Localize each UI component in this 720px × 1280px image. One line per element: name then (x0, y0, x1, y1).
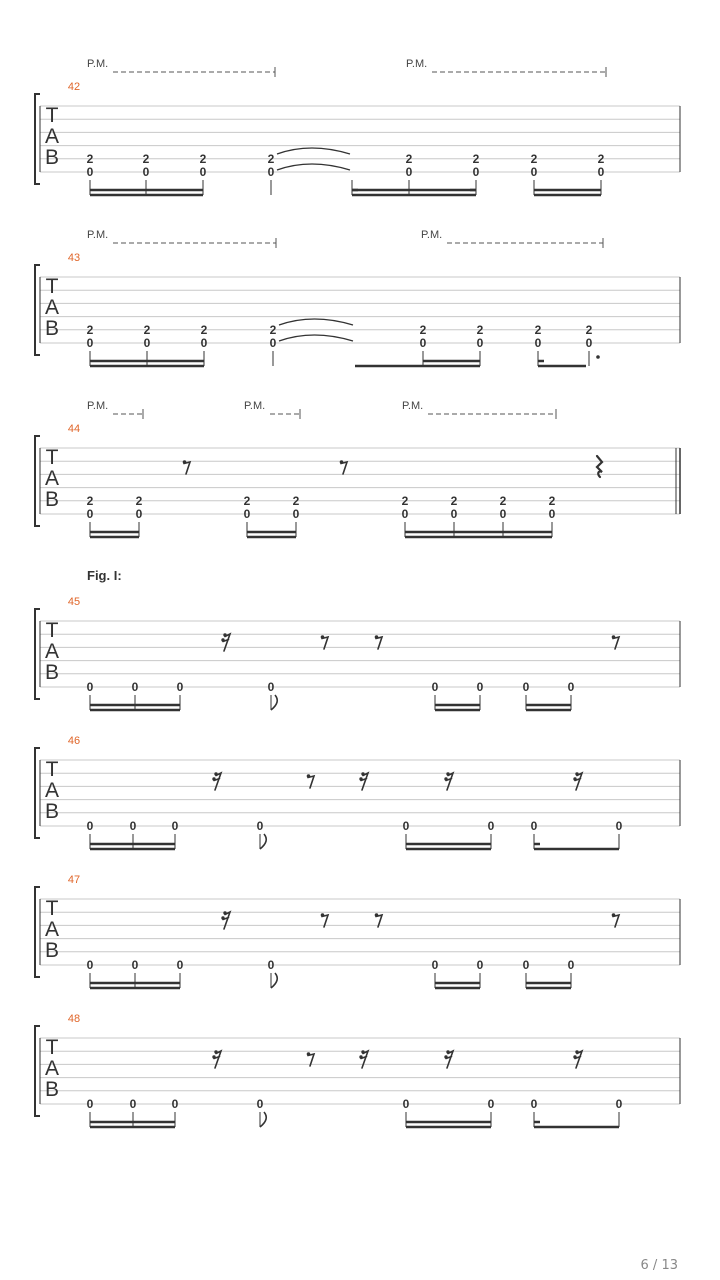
rest-stroke (214, 773, 221, 790)
rest-stroke (597, 456, 602, 477)
tie (279, 319, 353, 325)
tab-clef-letter: A (44, 779, 60, 802)
fret-number: 2 (86, 322, 94, 337)
palm-mute-label: P.M. (402, 400, 424, 412)
fret-number: 0 (243, 507, 251, 521)
tab-clef-letter: A (44, 467, 60, 490)
fret-number: 2 (267, 151, 275, 166)
tab-clef-letter: T (45, 758, 59, 781)
sixteenth-rest (212, 1050, 221, 1068)
fret-number: 0 (86, 680, 94, 694)
system-bracket (35, 887, 40, 977)
rest-stroke (446, 1051, 453, 1068)
tab-clef-letter: B (44, 800, 60, 823)
palm-mute-label: P.M. (87, 229, 109, 241)
system-bracket (35, 748, 40, 838)
fret-number: 2 (142, 151, 150, 166)
fret-number: 0 (530, 165, 538, 179)
fret-number: 2 (472, 151, 480, 166)
fret-number: 2 (419, 322, 427, 337)
fret-number: 0 (131, 958, 139, 972)
fret-number: 0 (567, 680, 575, 694)
bar-number: 45 (67, 596, 81, 608)
fret-number: 0 (86, 507, 94, 521)
bar-number: 46 (67, 735, 81, 747)
fret-number: 0 (131, 680, 139, 694)
rest-stroke (446, 773, 453, 790)
fret-number: 2 (200, 322, 208, 337)
fret-number: 0 (129, 1097, 137, 1111)
tab-clef-letter: B (44, 661, 60, 684)
fret-number: 0 (487, 1097, 495, 1111)
page-indicator: 6 / 13 (640, 1258, 678, 1273)
palm-mute-label: P.M. (421, 229, 443, 241)
sixteenth-rest (221, 633, 230, 651)
system-bracket (35, 1026, 40, 1116)
fret-number: 0 (267, 165, 275, 179)
eighth-rest (183, 460, 190, 474)
tab-clef-letter: A (44, 296, 60, 319)
fret-number: 0 (431, 680, 439, 694)
dot (596, 355, 600, 359)
sixteenth-rest (359, 1050, 368, 1068)
tab-clef-letter: B (44, 939, 60, 962)
rest-stroke (575, 1051, 582, 1068)
fret-number: 0 (86, 336, 94, 350)
rest-stroke (361, 773, 368, 790)
fret-number: 0 (401, 507, 409, 521)
fret-number: 0 (292, 507, 300, 521)
rest-stroke (223, 634, 230, 651)
fret-number: 0 (267, 680, 275, 694)
fret-number: 0 (176, 680, 184, 694)
fret-number: 0 (86, 819, 94, 833)
fret-number: 2 (499, 493, 507, 508)
fret-number: 0 (171, 819, 179, 833)
fret-number: 2 (143, 322, 151, 337)
sixteenth-rest (359, 772, 368, 790)
fret-number: 2 (450, 493, 458, 508)
fret-number: 0 (476, 958, 484, 972)
fret-number: 2 (269, 322, 277, 337)
sixteenth-rest (212, 772, 221, 790)
rest-stroke (223, 912, 230, 929)
fret-number: 0 (86, 165, 94, 179)
system-bracket (35, 609, 40, 699)
fret-number: 0 (472, 165, 480, 179)
palm-mute-label: P.M. (87, 58, 109, 70)
bar-number: 48 (67, 1013, 81, 1025)
fret-number: 0 (405, 165, 413, 179)
fret-number: 0 (86, 1097, 94, 1111)
tab-clef-letter: A (44, 640, 60, 663)
tab-clef-letter: B (44, 146, 60, 169)
fret-number: 2 (199, 151, 207, 166)
fret-number: 0 (530, 819, 538, 833)
fret-number: 0 (534, 336, 542, 350)
system-bracket (35, 265, 40, 355)
fret-number: 0 (499, 507, 507, 521)
palm-mute-label: P.M. (87, 400, 109, 412)
fret-number: 0 (402, 819, 410, 833)
tab-clef-letter: B (44, 488, 60, 511)
fret-number: 2 (534, 322, 542, 337)
fret-number: 0 (615, 1097, 623, 1111)
tie (279, 335, 353, 341)
bar-number: 44 (67, 423, 81, 435)
fret-number: 0 (431, 958, 439, 972)
fret-number: 0 (86, 958, 94, 972)
fret-number: 0 (476, 680, 484, 694)
tab-clef-letter: T (45, 619, 59, 642)
fret-number: 2 (476, 322, 484, 337)
system-bracket (35, 436, 40, 526)
fret-number: 0 (450, 507, 458, 521)
rest-stroke (184, 462, 190, 474)
sixteenth-rest (573, 1050, 582, 1068)
sixteenth-rest (221, 911, 230, 929)
fret-number: 0 (522, 958, 530, 972)
fret-number: 0 (200, 336, 208, 350)
note-flag (271, 973, 277, 988)
tie (277, 148, 350, 154)
fret-number: 2 (135, 493, 143, 508)
fret-number: 2 (243, 493, 251, 508)
tie (277, 164, 350, 170)
fret-number: 0 (597, 165, 605, 179)
fret-number: 0 (135, 507, 143, 521)
fret-number: 0 (143, 336, 151, 350)
fret-number: 0 (199, 165, 207, 179)
fret-number: 0 (142, 165, 150, 179)
tab-clef-letter: B (44, 317, 60, 340)
fret-number: 0 (522, 680, 530, 694)
eighth-rest (340, 460, 347, 474)
fret-number: 0 (530, 1097, 538, 1111)
tab-clef-letter: A (44, 1057, 60, 1080)
rest-stroke (575, 773, 582, 790)
sixteenth-rest (573, 772, 582, 790)
tab-clef-letter: T (45, 1036, 59, 1059)
tab-clef-letter: A (44, 918, 60, 941)
quarter-rest (597, 456, 602, 477)
fret-number: 2 (86, 151, 94, 166)
tab-clef-letter: T (45, 446, 59, 469)
tab-clef-letter: T (45, 275, 59, 298)
fret-number: 0 (171, 1097, 179, 1111)
tab-clef-letter: A (44, 125, 60, 148)
system-bracket (35, 94, 40, 184)
palm-mute-label: P.M. (406, 58, 428, 70)
fret-number: 0 (487, 819, 495, 833)
rest-stroke (214, 1051, 221, 1068)
fret-number: 2 (292, 493, 300, 508)
tab-clef-letter: T (45, 897, 59, 920)
fret-number: 2 (530, 151, 538, 166)
fret-number: 2 (585, 322, 593, 337)
fret-number: 0 (585, 336, 593, 350)
bar-number: 42 (67, 81, 81, 93)
fret-number: 0 (267, 958, 275, 972)
fret-number: 0 (548, 507, 556, 521)
fret-number: 0 (419, 336, 427, 350)
figure-label: Fig. I: (87, 568, 122, 583)
fret-number: 0 (567, 958, 575, 972)
fret-number: 0 (256, 819, 264, 833)
fret-number: 0 (256, 1097, 264, 1111)
palm-mute-label: P.M. (244, 400, 266, 412)
tab-clef-letter: T (45, 104, 59, 127)
fret-number: 0 (129, 819, 137, 833)
fret-number: 2 (86, 493, 94, 508)
sixteenth-rest (444, 1050, 453, 1068)
fret-number: 0 (615, 819, 623, 833)
fret-number: 0 (476, 336, 484, 350)
fret-number: 2 (405, 151, 413, 166)
fret-number: 0 (402, 1097, 410, 1111)
note-flag (260, 1112, 266, 1127)
bar-number: 43 (67, 252, 81, 264)
tab-clef-letter: B (44, 1078, 60, 1101)
bar-number: 47 (67, 874, 81, 886)
note-flag (260, 834, 266, 849)
note-flag (271, 695, 277, 710)
rest-stroke (341, 462, 347, 474)
fret-number: 0 (176, 958, 184, 972)
rest-stroke (361, 1051, 368, 1068)
fret-number: 2 (597, 151, 605, 166)
fret-number: 2 (548, 493, 556, 508)
fret-number: 2 (401, 493, 409, 508)
fret-number: 0 (269, 336, 277, 350)
sixteenth-rest (444, 772, 453, 790)
